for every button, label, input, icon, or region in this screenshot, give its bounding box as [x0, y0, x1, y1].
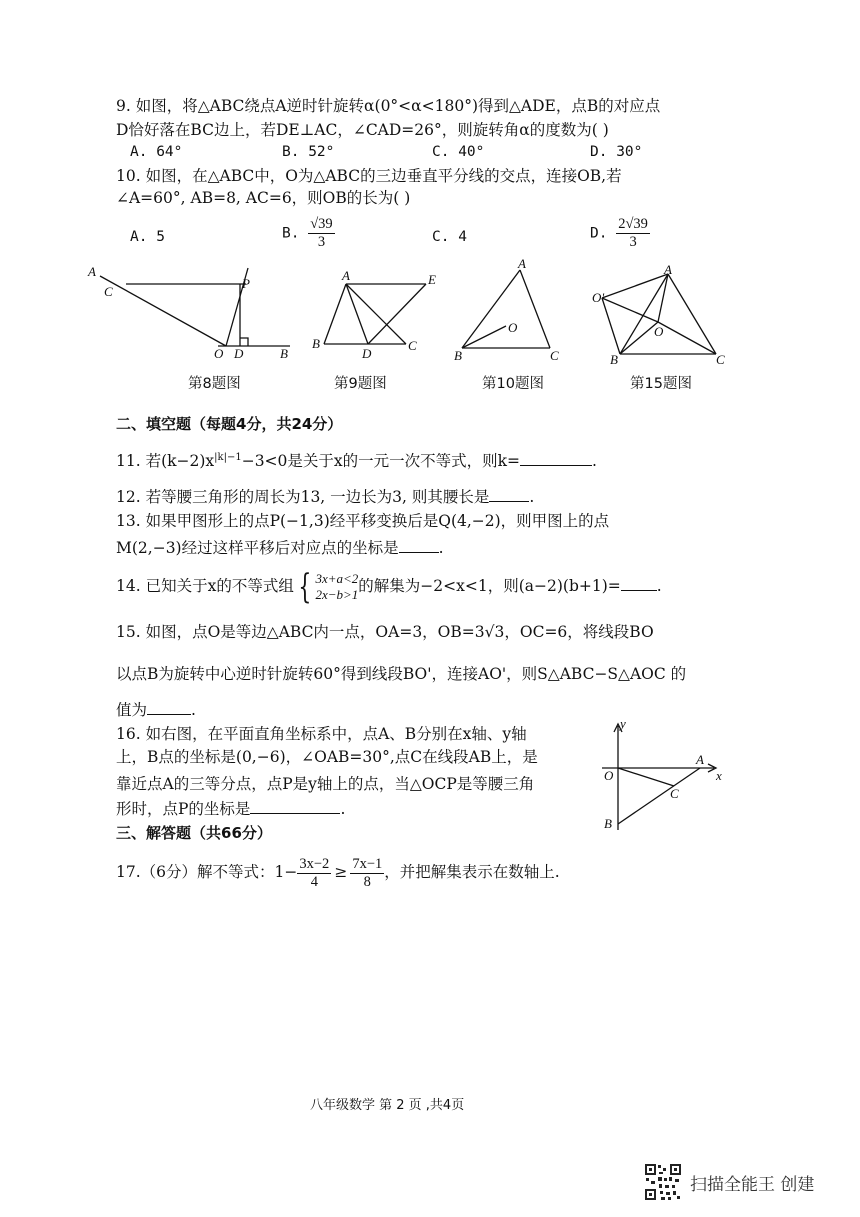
q17-fraction-2-numerator: 7x−1 [352, 855, 383, 872]
fig16-label-y: y [620, 718, 626, 731]
q12 [116, 487, 534, 507]
q9-option-b: B. 52° [282, 144, 335, 160]
q16-line3: 靠近点A的三等分点，点P是y轴上的点，当△OCP是等腰三角 [116, 775, 535, 793]
q17-fraction-2 [350, 856, 384, 891]
section-2-title: 二、填空题（每题4分，共24分） [116, 415, 343, 433]
q13-end: . [438, 539, 444, 557]
q15-line3 [116, 700, 196, 720]
q17-fraction-1-numerator: 3x−2 [299, 855, 330, 872]
q14-inequality-system [294, 567, 359, 607]
q11-end: . [592, 452, 597, 471]
fig10-line-ab [462, 270, 520, 348]
q10-option-b [282, 216, 335, 251]
fig16-label-o: O [604, 768, 614, 783]
fig8-label-c: C [104, 284, 113, 299]
q17 [116, 852, 560, 892]
fig10-line-ac [520, 270, 550, 348]
q15-line3-text: 值为 [116, 701, 148, 719]
q14-row2: 2x−b>1 [315, 587, 359, 602]
q15-answer-blank[interactable] [147, 700, 191, 715]
q10-line2: ∠A=60°, AB=8, AC=6，则OB的长为( ) [116, 189, 411, 207]
q17-fraction-1 [297, 856, 331, 891]
fig16-label-b: B [604, 816, 612, 831]
fig16-label-c: C [670, 786, 679, 801]
fig10-label-c: C [550, 348, 559, 363]
q16-answer-blank[interactable] [250, 799, 340, 814]
q9-option-c: C. 40° [432, 144, 485, 160]
q15-end: . [191, 701, 196, 719]
fig9-label-d: D [362, 346, 372, 361]
fig15-label-o-prime: O' [592, 290, 605, 305]
fig9-line-ab [324, 284, 346, 344]
fig10-label-a: A [518, 258, 526, 271]
caption-fig15: 第15题图 [630, 376, 692, 392]
fig8-label-a: A [88, 264, 96, 279]
q13-line2-text: M(2,−3)经过这样平移后对应点的坐标是 [116, 539, 399, 557]
q13-line2 [116, 538, 444, 558]
q12-text: 12. 若等腰三角形的周长为13, 一边长为3, 则其腰长是 [116, 488, 490, 506]
qr-code-icon [644, 1163, 682, 1201]
q10-option-a: A. 5 [130, 229, 165, 245]
q16-line2: 上，B点的坐标是(0,−6)，∠OAB=30°,点C在线段AB上，是 [116, 748, 538, 766]
q11 [116, 448, 597, 471]
q14 [116, 567, 662, 607]
fig15-line-ao-prime [602, 274, 668, 298]
fig15-line-ob [620, 322, 658, 354]
figure-16 [596, 718, 726, 838]
fig15-line-bo-prime [602, 298, 620, 354]
fig8-label-d: D [234, 346, 244, 361]
q10-line1: 10. 如图，在△ABC中，O为△ABC的三边垂直平分线的交点，连接OB,若 [116, 167, 622, 185]
q16-end: . [340, 800, 346, 818]
fig15-line-ab [620, 274, 668, 354]
fig9-label-b: B [312, 336, 320, 351]
q14-row1: 3x+a<2 [315, 571, 359, 586]
figure-8 [80, 260, 300, 370]
fig9-label-a: A [342, 268, 350, 283]
q14-answer-blank[interactable] [621, 576, 657, 591]
q10-option-b-fraction [308, 216, 334, 251]
fig15-label-a: A [664, 264, 672, 277]
q10-option-b-numerator: √39 [310, 216, 333, 232]
q16-line4-text: 形时，点P的坐标是 [116, 800, 251, 818]
q12-end: . [529, 488, 535, 506]
caption-fig9: 第9题图 [334, 376, 387, 392]
fig16-line-ab [618, 768, 700, 824]
fig10-line-bo [462, 326, 506, 348]
q12-answer-blank[interactable] [489, 487, 529, 502]
q17-relation: ≥ [334, 863, 348, 881]
q10-option-d [590, 216, 650, 251]
q14-text-before: 14. 已知关于x的不等式组 [116, 577, 294, 595]
fig8-right-angle [240, 338, 248, 346]
fig10-label-o: O [508, 320, 518, 335]
q11-text-after: −3<0是关于x的一元一次不等式，则k= [241, 452, 521, 471]
q16-line1: 16. 如右图，在平面直角坐标系中，点A、B分别在x轴、y轴 [116, 725, 527, 743]
fig15-line-ac [668, 274, 716, 354]
q9-line1: 9. 如图，将△ABC绕点A逆时针旋转α(0°<α<180°)得到△ADE，点B的对应点 [116, 97, 661, 115]
q11-text-before: 11. 若(k−2)x [116, 452, 215, 471]
q13-line1: 13. 如果甲图形上的点P(−1,3)经平移变换后是Q(4,−2)，则甲图上的点 [116, 512, 610, 530]
caption-fig8: 第8题图 [188, 376, 241, 392]
q14-text-after: 的解集为−2<x<1，则(a−2)(b+1)= [358, 577, 621, 595]
q17-text-before: 17.（6分）解不等式：1− [116, 863, 298, 881]
q10-option-b-label: B. [282, 225, 300, 242]
q11-answer-blank[interactable] [520, 451, 592, 466]
figure-15 [588, 264, 728, 368]
fig9-label-c: C [408, 338, 417, 353]
q14-end: . [656, 577, 662, 595]
fig16-label-a: A [696, 752, 704, 767]
fig8-label-p: P [242, 276, 250, 291]
q13-answer-blank[interactable] [399, 538, 439, 553]
fig15-line-oo-prime [602, 298, 658, 322]
q17-text-after: ，并把解集表示在数轴上. [384, 863, 560, 881]
section-3-title: 三、解答题（共66分） [116, 824, 272, 842]
caption-fig10: 第10题图 [482, 376, 544, 392]
q9-option-d: D. 30° [590, 144, 643, 160]
q9-option-a: A. 64° [130, 144, 183, 160]
fig9-label-e: E [428, 272, 436, 287]
fig9-line-ad [346, 284, 368, 344]
fig15-label-o: O [654, 324, 664, 339]
q16-line4 [116, 799, 345, 819]
fig16-label-x: x [716, 768, 722, 783]
q9-line2: D恰好落在BC边上，若DE⊥AC，∠CAD=26°，则旋转角α的度数为( ) [116, 121, 609, 139]
q10-option-d-numerator: 2√39 [618, 216, 648, 232]
q17-fraction-1-denominator: 4 [310, 873, 318, 890]
q10-option-b-denominator: 3 [317, 234, 326, 250]
fig15-line-oc [658, 322, 716, 354]
q10-option-c: C. 4 [432, 229, 467, 245]
figure-9 [306, 266, 436, 366]
fig16-line-oc [618, 768, 674, 786]
q10-option-d-fraction [616, 216, 650, 251]
q10-option-d-label: D. [590, 225, 608, 242]
fig15-label-c: C [716, 352, 725, 367]
fig8-line-ao [100, 276, 226, 346]
fig10-label-b: B [454, 348, 462, 363]
fig8-label-b: B [280, 346, 288, 361]
figure-10 [450, 258, 570, 368]
camscanner-watermark [644, 1163, 814, 1201]
q15-line1: 15. 如图，点O是等边△ABC内一点，OA=3，OB=3√3，OC=6，将线段BO [116, 623, 654, 641]
q11-exponent: |k|−1 [214, 452, 242, 463]
page-footer: 八年级数学 第 2 页 ,共4页 [310, 1098, 465, 1113]
q17-fraction-2-denominator: 8 [363, 873, 371, 890]
q10-option-d-denominator: 3 [629, 234, 637, 250]
watermark-text: 扫描全能王 创建 [690, 1174, 815, 1195]
fig15-label-b: B [610, 352, 618, 367]
q14-brace: { [298, 567, 312, 607]
q15-line2: 以点B为旋转中心逆时针旋转60°得到线段BO'，连接AO'，则S△ABC−S△AOC 的 [116, 665, 687, 683]
fig8-label-o: O [214, 346, 224, 361]
